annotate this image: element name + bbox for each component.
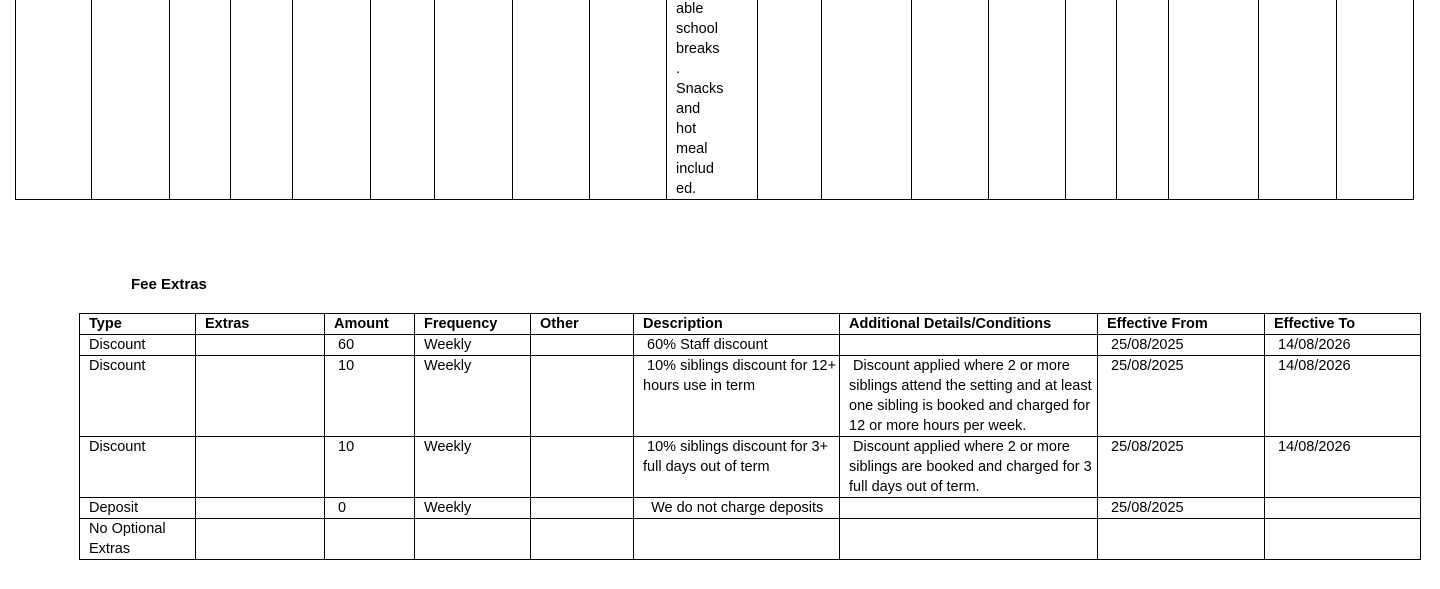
type-cell: Deposit xyxy=(80,498,196,519)
details-cell: Discount applied where 2 or more siblings attend the setting and at least one sibling is booked and charged for 12 or more hours per week. xyxy=(840,356,1098,437)
text-line: breaks xyxy=(676,41,720,57)
effective-to-cell: 14/08/2026 xyxy=(1265,437,1421,498)
column-header-effective-to: Effective To xyxy=(1265,314,1421,335)
column-header-other: Other xyxy=(531,314,634,335)
table-row xyxy=(16,0,1414,200)
text-line: Snacks xyxy=(676,81,724,97)
table-cell xyxy=(989,0,1066,200)
details-cell xyxy=(840,519,1098,560)
description-cell: 10% siblings discount for 3+ full days out of term xyxy=(634,437,840,498)
extras-cell xyxy=(196,437,325,498)
type-cell: No Optional Extras xyxy=(80,519,196,560)
other-cell xyxy=(531,519,634,560)
description-cell xyxy=(634,519,840,560)
extras-cell xyxy=(196,519,325,560)
type-cell: Discount xyxy=(80,335,196,356)
text-line: and xyxy=(676,101,701,117)
table-cell xyxy=(371,0,435,200)
extras-cell xyxy=(196,335,325,356)
effective-to-cell: 14/08/2026 xyxy=(1265,335,1421,356)
text-line: school xyxy=(676,21,718,37)
table-row xyxy=(80,335,1421,356)
effective-to-cell xyxy=(1265,519,1421,560)
text-line: hot xyxy=(676,121,697,137)
table-cell xyxy=(1169,0,1259,200)
extras-cell xyxy=(196,356,325,437)
amount-cell: 10 xyxy=(325,356,415,437)
amount-cell: 10 xyxy=(325,437,415,498)
type-cell: Discount xyxy=(80,437,196,498)
frequency-cell: Weekly xyxy=(415,356,531,437)
extras-cell xyxy=(196,498,325,519)
table-cell xyxy=(170,0,231,200)
table-cell xyxy=(231,0,293,200)
effective-to-cell: 14/08/2026 xyxy=(1265,356,1421,437)
column-header-extras: Extras xyxy=(196,314,325,335)
text-line: . xyxy=(676,61,681,77)
table-row xyxy=(80,519,1421,560)
fee-extras-heading: Fee Extras xyxy=(131,276,207,293)
description-cell: 60% Staff discount xyxy=(634,335,840,356)
table-row xyxy=(80,437,1421,498)
table-cell xyxy=(590,0,667,200)
table-row xyxy=(80,356,1421,437)
table-cell xyxy=(822,0,912,200)
column-header-effective-from: Effective From xyxy=(1098,314,1265,335)
table-cell xyxy=(92,0,170,200)
other-cell xyxy=(531,356,634,437)
table-cell xyxy=(16,0,92,200)
frequency-cell: Weekly xyxy=(415,437,531,498)
other-cell xyxy=(531,335,634,356)
amount-cell xyxy=(325,519,415,560)
fee-extras-table xyxy=(79,313,1421,560)
text-line: meal xyxy=(676,141,708,157)
description-cell xyxy=(667,0,758,200)
header-row xyxy=(80,314,1421,335)
column-header-amount: Amount xyxy=(325,314,415,335)
type-cell: Discount xyxy=(80,356,196,437)
previous-fee-table-fragment xyxy=(15,0,1414,200)
table-cell xyxy=(435,0,513,200)
effective-from-cell: 25/08/2025 xyxy=(1098,356,1265,437)
frequency-cell: Weekly xyxy=(415,335,531,356)
frequency-cell: Weekly xyxy=(415,498,531,519)
other-cell xyxy=(531,498,634,519)
effective-from-cell: 25/08/2025 xyxy=(1098,335,1265,356)
frequency-cell xyxy=(415,519,531,560)
table-cell xyxy=(912,0,989,200)
table-cell xyxy=(293,0,371,200)
column-header-description: Description xyxy=(634,314,840,335)
table-cell xyxy=(1066,0,1117,200)
effective-from-cell xyxy=(1098,519,1265,560)
table-row xyxy=(80,498,1421,519)
text-line: ed. xyxy=(676,181,697,197)
table-cell xyxy=(513,0,590,200)
table-cell xyxy=(1337,0,1414,200)
effective-from-cell: 25/08/2025 xyxy=(1098,498,1265,519)
text-line: able xyxy=(676,1,704,17)
column-header-type: Type xyxy=(80,314,196,335)
table-cell xyxy=(758,0,822,200)
other-cell xyxy=(531,437,634,498)
description-cell: 10% siblings discount for 12+ hours use in term xyxy=(634,356,840,437)
table-cell xyxy=(1117,0,1169,200)
description-cell: We do not charge deposits xyxy=(634,498,840,519)
amount-cell: 60 xyxy=(325,335,415,356)
details-cell xyxy=(840,498,1098,519)
effective-from-cell: 25/08/2025 xyxy=(1098,437,1265,498)
table-cell xyxy=(1259,0,1337,200)
details-cell: Discount applied where 2 or more siblings are booked and charged for 3 full days out of term. xyxy=(840,437,1098,498)
amount-cell: 0 xyxy=(325,498,415,519)
column-header-additional-details: Additional Details/Conditions xyxy=(840,314,1098,335)
column-header-frequency: Frequency xyxy=(415,314,531,335)
effective-to-cell xyxy=(1265,498,1421,519)
text-line: includ xyxy=(676,161,714,177)
details-cell xyxy=(840,335,1098,356)
